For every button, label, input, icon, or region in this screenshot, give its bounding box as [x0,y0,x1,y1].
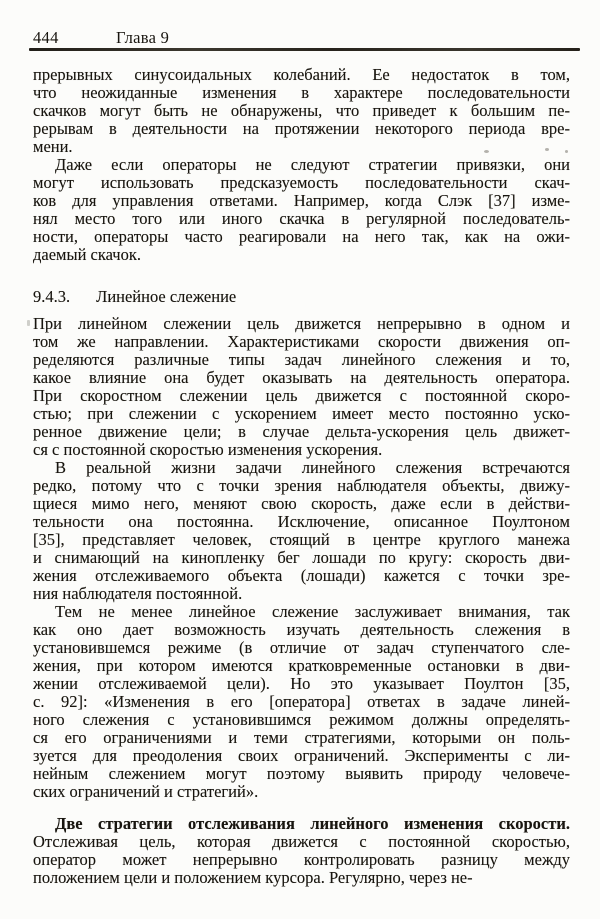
text-line: При скоростном слежении цель движется с постоянной скоро- [33,386,570,405]
chapter-title: Глава 9 [116,28,170,47]
text-line: стью; при слежении с ускорением имеет место постоянно уско- [33,404,570,423]
text-line: ния наблюдателя постоянной. [33,584,243,603]
text-line: ределяются различные типы задач линейного слежения и то, [33,350,570,369]
section-number: 9.4.3. [33,287,71,306]
text-line: ного слежения с установившимся режимом должны определять- [33,710,570,729]
text-line: ности, операторы часто реагировали на него так, как на ожи- [33,227,570,246]
paragraph [33,603,570,801]
text-line: Две стратегии отслеживания линейного изменения скорости. [55,814,570,833]
text-line: том же направлении. Характеристиками скорости движения оп- [33,332,570,351]
paragraph [33,66,570,156]
text-line: что неожиданные изменения в характере последовательности [33,83,570,102]
paragraph [33,315,570,459]
text-line: тельности она постоянна. Исключение, описанное Поултоном [33,512,570,531]
running-header [33,28,575,48]
text-line: прерывных синусоидальных колебаний. Ее недостаток в том, [33,65,570,84]
text-line: положением цели и положением курсора. Регулярно, через не- [33,868,473,887]
paragraph [33,815,570,887]
text-line: При линейном слежении цель движется непрерывно в одном и [33,314,570,333]
text-line: установившемся режиме (в отличие от задач ступенчатого сле- [33,638,570,657]
text-line: нейным слежением могут поэтому выявить природу человече- [33,764,570,783]
text-line: Тем не менее линейное слежение заслуживает внимания, так [55,602,570,621]
text-line: зуется для преодоления своих ограничений. Эксперименты с ли- [33,746,570,765]
text-line: Отслеживая цель, которая движется с постоянной скоростью, [33,832,570,851]
text-block [33,66,570,887]
text-line: как оно дает возможность изучать деятельность слежения в [33,620,570,639]
text-line: ся с постоянной скоростью изменения ускорения. [33,440,383,459]
text-line: ся его ограничениями и теми стратегиями, которыми он поль- [33,728,570,747]
text-line: и снимающий на кинопленку бег лошади по кругу: скорость дви- [33,548,570,567]
text-line: жении отслеживаемой цели). Но это указывает Поултон [35, [33,674,570,693]
text-line: даемый скачок. [33,245,141,264]
section-heading [33,288,570,306]
text-line: Даже если операторы не следуют стратегии привязки, они [55,155,570,174]
text-line: ков для управления ответами. Например, когда Слэк [37] изме- [33,191,570,210]
text-line: могут использовать предсказуемость последовательности скач- [33,173,570,192]
text-line: какое влияние она будет оказывать на деятельность оператора. [33,368,570,387]
paragraph [33,459,570,603]
text-line: мени. [33,137,73,156]
text-line: [35], представляет человек, стоящий в центре круглого манежа [33,530,570,549]
page-number: 444 [33,28,59,47]
text-line: редко, потому что с точки зрения наблюдателя объекты, движу- [33,476,570,495]
paragraph [33,156,570,264]
text-line: жения отслеживаемого объекта (лошади) кажется с точки зре- [33,566,570,585]
text-line: оператор может непрерывно контролировать разницу между [33,850,570,869]
text-line: ских ограничений и стратегий». [33,782,259,801]
header-rule [29,48,580,51]
text-line: ренное движение цели; в случае дельта-ускорения цель движет- [33,422,570,441]
text-line: нял место того или иного скачка в регулярной последователь- [33,209,570,228]
text-line: с. 92]: «Изменения в его [оператора] ответах в задаче линей- [33,692,570,711]
text-line: щиеся мимо него, меняют свою скорость, даже если в действи- [33,494,570,513]
scan-speck [27,320,30,326]
text-line: скачков могут быть не обнаружены, что приведет к большим пе- [33,101,570,120]
text-line: В реальной жизни задачи линейного слежения встречаются [55,458,570,477]
text-line: жения, при котором имеются кратковременные остановки в дви- [33,656,570,675]
text-line: рерывам в деятельности на протяжении некоторого периода вре- [33,119,570,138]
section-title: Линейное слежение [96,287,237,306]
